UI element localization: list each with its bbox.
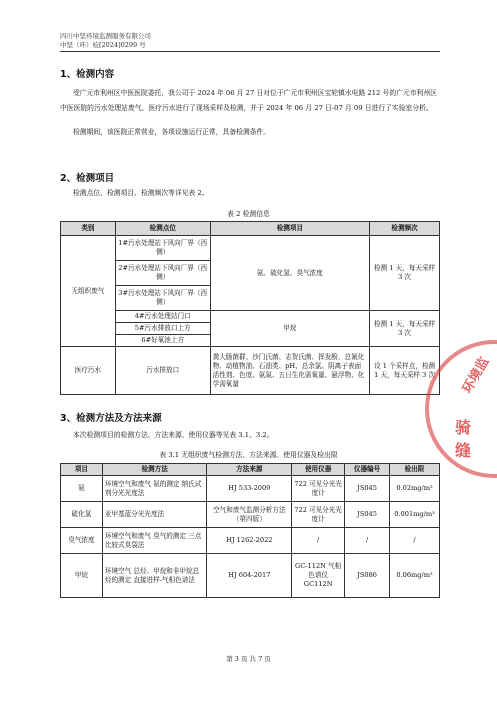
item-cell: 氨、硫化氢、臭气浓度 [210,236,370,311]
instrument-cell: / [292,528,345,554]
table31-header-cell: 项目 [61,464,103,476]
method-cell: 亚甲基蓝分光光度法 [102,502,207,528]
item-cell: 甲烷 [210,311,370,347]
header-divider [60,51,440,52]
table31-caption: 表 3.1 无组织废气检测方法、方法来源、使用仪器及检出限 [159,451,338,459]
limit-cell: 0.02mg/m³ [390,476,440,502]
method-item-cell: 甲烷 [61,554,103,598]
table-row [61,528,440,554]
source-cell: HJ 533-2009 [207,476,292,502]
table-row [61,236,440,261]
page-header [60,32,440,50]
table-row [61,502,440,528]
table2-header-cell: 检测项目 [210,222,370,236]
table31-header-cell: 检出限 [390,464,440,476]
table2-header-cell: 检测频次 [370,222,440,236]
freq-cell: 设 1 个采样点，检测 1 天，每天采样 3 次 [370,347,440,395]
point-cell: 4#污水处理站门口 [115,311,210,323]
freq-cell: 检测 1 天，每天采样 3 次 [370,311,440,347]
limit-cell: 0.001mg/m³ [390,502,440,528]
point-cell: 污水排放口 [115,347,210,395]
method-item-cell: 氨 [61,476,103,502]
limit-cell: 0.06mg/m³ [390,554,440,598]
section2-title: 2、检测项目 [60,173,115,184]
table31 [60,463,440,598]
method-cell: 环境空气和废气 臭气的测定 三点比较式臭袋法 [102,528,207,554]
table2-header-cell: 类别 [61,222,116,236]
table31-header-cell: 方法来源 [207,464,292,476]
instrument-no-cell: JS086 [345,554,390,598]
stamp-text-1: 环境监 [459,354,493,397]
method-item-cell: 臭气浓度 [61,528,103,554]
company-name: 四川中坚环境监测服务有限公司 [60,32,151,40]
instrument-cell: 722 可见分光光度计 [292,502,345,528]
source-cell: HJ 1262-2022 [207,528,292,554]
table2-caption: 表 2 检测信息 [227,210,270,218]
table-row [61,311,440,323]
table2-header-row [61,222,440,236]
method-cell: 环境空气 总烃、甲烷和非甲烷总烃的测定 直接进样-气相色谱法 [102,554,207,598]
section3-para: 本次检测项目的检测方法、方法来源、使用仪器等见表 3.1、3.2。 [73,431,274,439]
section2-para: 检测点位、检测项目、检测频次等详见表 2。 [73,189,209,197]
method-item-cell: 硫化氢 [61,502,103,528]
table31-header-row [61,464,440,476]
item-cell: 粪大肠菌群、沙门氏菌、志贺氏菌、挥发酚、总氰化物、动植物油、石油类、pH、总余氯、阴离子表面活性剂、色度、氨氮、五日生化需氧量、悬浮物、化学需氧量 [210,347,370,395]
source-cell: HJ 604-2017 [207,554,292,598]
table-row [61,347,440,395]
point-cell: 5#污水排放口上方 [115,323,210,335]
page-number: 第 3 页 共 7 页 [226,655,271,663]
source-cell: 空气和废气监测分析方法（第四版） [207,502,292,528]
section1-para1: 受广元市利州区中医医院委托，我公司于 2024 年 06 月 27 日对位于广元市利州区宝轮镇水电路 212 号的广元市利州区中医医院的污水处理站废气、医疗污水进行了现场采样及检测，并于 2024 年 06 月 27 日-07 月 09 日进行了实验室分析。 [60,89,437,112]
method-cell: 环境空气和废气 氨的测定 纳氏试剂分光光度法 [102,476,207,502]
table2 [60,221,440,395]
section1-title: 1、检测内容 [60,69,115,80]
table31-header-cell: 使用仪器 [292,464,345,476]
point-cell: 6#好氧池上方 [115,335,210,347]
section3-title: 3、检测方法及方法来源 [60,413,162,424]
point-cell: 2#污水处理站下风向厂界（西侧） [115,261,210,286]
point-cell: 3#污水处理站下风向厂界（西侧） [115,286,210,311]
section1-body [60,86,440,140]
category-cell: 无组织废气 [61,236,116,347]
table2-header-cell: 检测点位 [115,222,210,236]
section1-para2: 检测期间，该医院正常营业，各项设施运行正常，具备检测条件。 [73,128,271,136]
category-cell: 医疗污水 [61,347,116,395]
table31-header-cell: 仪器编号 [345,464,390,476]
instrument-no-cell: JS045 [345,476,390,502]
table-row [61,476,440,502]
instrument-cell: GC-112N 气相色谱仪 GC112N [292,554,345,598]
instrument-no-cell: JS045 [345,502,390,528]
table-row [61,554,440,598]
instrument-no-cell: / [345,528,390,554]
limit-cell: / [390,528,440,554]
instrument-cell: 722 可见分光光度计 [292,476,345,502]
stamp-text-2: 骑 缝 [455,418,476,460]
report-number: 中坚（环）检[2024]0299 号 [60,41,146,49]
table31-header-cell: 检测方法 [102,464,207,476]
point-cell: 1#污水处理站下风向厂界（西侧） [115,236,210,261]
freq-cell: 检测 1 天，每天采样 3 次 [370,236,440,311]
